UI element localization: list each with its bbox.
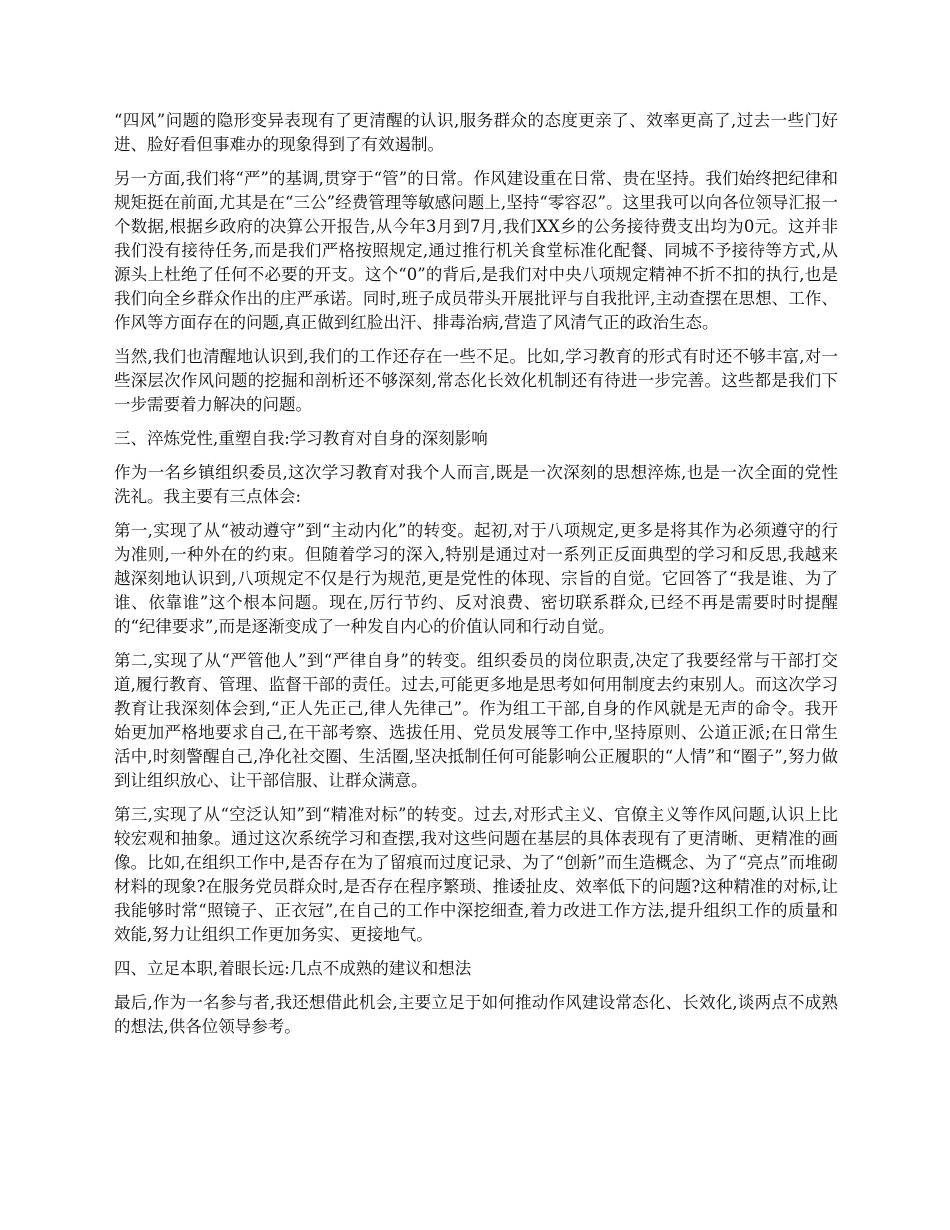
- paragraph-8: 最后,作为一名参与者,我还想借此机会,主要立足于如何推动作风建设常态化、长效化,谈两点不成熟的想法,供各位领导参考。: [114, 993, 838, 1036]
- section-heading-4: 四、立足本职,着眼长远:几点不成熟的建议和想法: [114, 959, 472, 978]
- document-page: [114, 109, 838, 1049]
- paragraph-5: 第一,实现了从“被动遵守”到“主动内化”的转变。起初,对于八项规定,更多是将其作为必须遵守的行为准则,一种外在的约束。但随着学习的深入,特别是通过对一系列正反面典型的学习和反思,我越来越深刻地认识到,八项规定不仅是行为规范,更是党性的体现、宗旨的自觉。它回答了“我是谁、为了谁、依靠谁”这个根本问题。现在,厉行节约、反对浪费、密切联系群众,已经不再是需要时时提醒的“纪律要求”,而是逐渐变成了一种发自内心的价值认同和行动自觉。: [114, 521, 838, 636]
- paragraph-2: 另一方面,我们将“严”的基调,贯穿于“管”的日常。作风建设重在日常、贵在坚持。我们始终把纪律和规矩挺在前面,尤其是在“三公”经费管理等敏感问题上,坚持“零容忍”。这里我可以向各位领导汇报一个数据,根据乡政府的决算公开报告,从今年3月到7月,我们XX乡的公务接待费支出均为0元。这并非我们没有接待任务,而是我们严格按照规定,通过推行机关食堂标准化配餐、同城不予接待等方式,从源头上杜绝了任何不必要的开支。这个“0”的背后,是我们对中央八项规定精神不折不扣的执行,也是我们向全乡群众作出的庄严承诺。同时,班子成员带头开展批评与自我批评,主动查摆在思想、工作、作风等方面存在的问题,真正做到红脸出汗、排毒治病,营造了风清气正的政治生态。: [114, 169, 838, 332]
- section-heading-3: 三、淬炼党性,重塑自我:学习教育对自身的深刻影响: [114, 429, 488, 448]
- paragraph-6: 第二,实现了从“严管他人”到“严律自身”的转变。组织委员的岗位职责,决定了我要经常与干部打交道,履行教育、管理、监督干部的责任。过去,可能更多地是思考如何用制度去约束别人。而这次学习教育让我深刻体会到,“正人先正己,律人先律己”。作为组工干部,自身的作风就是无声的命令。我开始更加严格地要求自己,在干部考察、选拔任用、党员发展等工作中,坚持原则、公道正派;在日常生活中,时刻警醒自己,净化社交圈、生活圈,坚决抵制任何可能影响公正履职的“人情”和“圈子”,努力做到让组织放心、让干部信服、让群众满意。: [114, 651, 838, 790]
- paragraph-1: “四风”问题的隐形变异表现有了更清醒的认识,服务群众的态度更亲了、效率更高了,过去一些门好进、脸好看但事难办的现象得到了有效遏制。: [114, 111, 838, 154]
- paragraph-4: 作为一名乡镇组织委员,这次学习教育对我个人而言,既是一次深刻的思想淬炼,也是一次全面的党性洗礼。我主要有三点体会:: [114, 463, 838, 506]
- paragraph-3: 当然,我们也清醒地认识到,我们的工作还存在一些不足。比如,学习教育的形式有时还不够丰富,对一些深层次作风问题的挖掘和剖析还不够深刻,常态化长效化机制还有待进一步完善。这些都是我们下一步需要着力解决的问题。: [114, 347, 838, 414]
- paragraph-7: 第三,实现了从“空泛认知”到“精准对标”的转变。过去,对形式主义、官僚主义等作风问题,认识上比较宏观和抽象。通过这次系统学习和查摆,我对这些问题在基层的具体表现有了更清晰、更精准的画像。比如,在组织工作中,是否存在为了留痕而过度记录、为了“创新”而生造概念、为了“亮点”而堆砌材料的现象?在服务党员群众时,是否存在程序繁琐、推诿扯皮、效率低下的问题?这种精准的对标,让我能够时常“照镜子、正衣冠”,在自己的工作中深挖细查,着力改进工作方法,提升组织工作的质量和效能,努力让组织工作更加务实、更接地气。: [114, 805, 838, 944]
